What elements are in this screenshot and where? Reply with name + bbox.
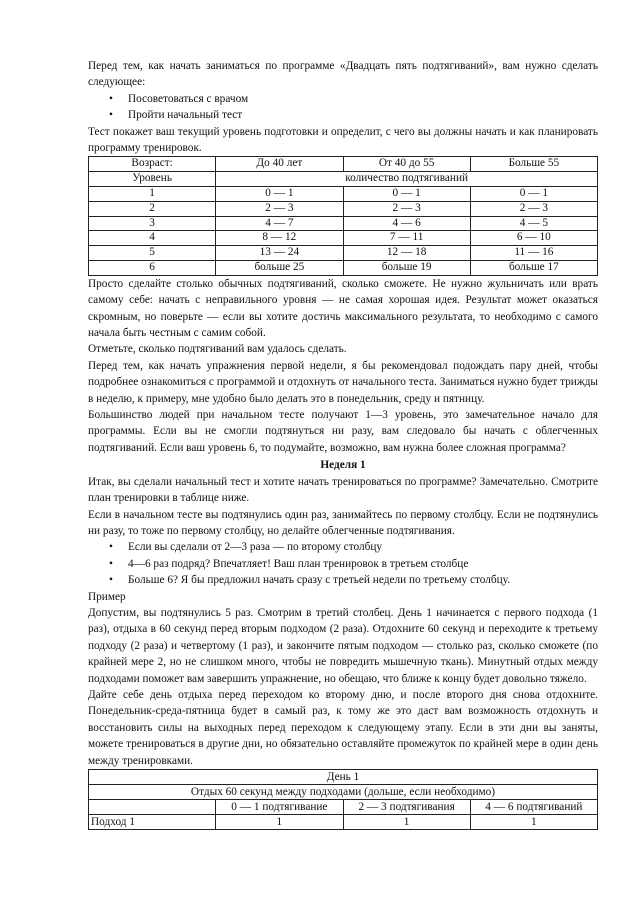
table-cell: 4 — 6 подтягиваний bbox=[470, 800, 597, 815]
table-cell: 12 — 18 bbox=[343, 246, 470, 261]
body-paragraph: Итак, вы сделали начальный тест и хотите начать тренироваться по программе? Замечательно. Смотрите план тренировки в таблице ниже. bbox=[88, 475, 598, 505]
table-cell: 4 — 5 bbox=[470, 216, 597, 231]
table-cell: 2 — 3 bbox=[343, 201, 470, 216]
table-row bbox=[89, 800, 598, 815]
table-cell: 13 — 24 bbox=[216, 246, 343, 261]
table-cell: 0 — 1 bbox=[343, 187, 470, 202]
body-paragraph: Допустим, вы подтянулись 5 раз. Смотрим в третий столбец. День 1 начинается с первого подхода (1 раз), отдыха в 60 секунд перед вторым подходом (2 раза). Отдохните 60 секунд и переходите к третьему подходу (2 раза) и четвертому (1 раз), и закончите пятым подходом — столько раз, сколько сможете (по крайней мере 2, но не слишком много, чтобы не повредить мышечную ткань). Минутный отдых между подходами поможет вам завершить упражнение, но обещаю, что ближе к концу будет довольно тяжело. bbox=[88, 606, 598, 685]
table-row bbox=[89, 216, 598, 231]
intro-list bbox=[88, 91, 598, 124]
table-cell: 11 — 16 bbox=[470, 246, 597, 261]
table-cell: количество подтягиваний bbox=[216, 172, 598, 187]
table-cell: 1 bbox=[89, 187, 216, 202]
table-row bbox=[89, 172, 598, 187]
table-cell: От 40 до 55 bbox=[343, 157, 470, 172]
day1-table bbox=[88, 769, 598, 830]
table-cell: Возраст: bbox=[89, 157, 216, 172]
table-cell: 6 bbox=[89, 261, 216, 276]
list-item: • Если вы сделали от 2—3 раза — по второму столбцу bbox=[128, 539, 598, 555]
table-cell: 0 — 1 bbox=[470, 187, 597, 202]
table-cell: 2 — 3 bbox=[470, 201, 597, 216]
table-row bbox=[89, 815, 598, 830]
table-cell: 1 bbox=[470, 815, 597, 830]
table-cell: 4 bbox=[89, 231, 216, 246]
table-cell: 6 — 10 bbox=[470, 231, 597, 246]
table-cell: До 40 лет bbox=[216, 157, 343, 172]
body-paragraph: Если в начальном тесте вы подтянулись один раз, занимайтесь по первому столбцу. Если не подтянулись ни разу, то тоже по первому столбцу, но делайте облегченные подтягивания. bbox=[88, 508, 598, 537]
table-cell bbox=[89, 800, 216, 815]
week1-list bbox=[88, 539, 598, 588]
table-row bbox=[89, 770, 598, 785]
table-cell: 0 — 1 bbox=[216, 187, 343, 202]
intro-paragraph: Перед тем, как начать заниматься по программе «Двадцать пять подтягиваний», вам нужно сделать следующее: bbox=[88, 60, 598, 89]
table-cell: 2 bbox=[89, 201, 216, 216]
table-cell: Отдых 60 секунд между подходами (дольше, если необходимо) bbox=[89, 785, 598, 800]
body-paragraph: Отметьте, сколько подтягиваний вам удалось сделать. bbox=[88, 343, 347, 356]
table-cell: 4 — 7 bbox=[216, 216, 343, 231]
table-cell: больше 17 bbox=[470, 261, 597, 276]
table-cell: больше 25 bbox=[216, 261, 343, 276]
table-row bbox=[89, 261, 598, 276]
table-cell: 5 bbox=[89, 246, 216, 261]
example-label: Пример bbox=[88, 590, 126, 603]
intro-after-paragraph: Тест покажет ваш текущий уровень подготовки и определит, с чего вы должны начать и как планировать программу тренировок. bbox=[88, 125, 598, 155]
section-heading: Неделя 1 bbox=[320, 459, 366, 472]
list-item: • 4—6 раз подряд? Впечатляет! Ваш план тренировок в третьем столбце bbox=[128, 556, 598, 572]
table-row bbox=[89, 187, 598, 202]
body-paragraph: Просто сделайте столько обычных подтягиваний, сколько сможете. Не нужно жульничать или врать самому себе: начать с неправильного уровня — не самая хорошая идея. Результат может оказаться скромным, но поверьте — если вы хотите достичь максимального результата, то необходимо с самого начала быть честным с самим собой. bbox=[88, 277, 598, 340]
table-cell: 2 — 3 подтягивания bbox=[343, 800, 470, 815]
table-cell: 0 — 1 подтягивание bbox=[216, 800, 343, 815]
document-page bbox=[88, 58, 598, 830]
table-row bbox=[89, 201, 598, 216]
table-row bbox=[89, 231, 598, 246]
table-cell: Подход 1 bbox=[89, 815, 216, 830]
table-cell: День 1 bbox=[89, 770, 598, 785]
body-paragraph: Дайте себе день отдыха перед переходом ко второму дню, и после второго дня снова отдохните. Понедельник-среда-пятница будет в самый раз, к тому же это даст вам возможность отдохнуть и восстановить силы на выходных перед переходом к следующему этапу. Если в эти дни вы заняты, можете тренироваться в другие дни, но обязательно оставляйте промежуток по крайней мере в один день между тренировками. bbox=[88, 688, 598, 767]
list-item: • Посоветоваться с врачом bbox=[128, 91, 598, 107]
table-cell: 8 — 12 bbox=[216, 231, 343, 246]
body-paragraph: Большинство людей при начальном тесте получают 1—3 уровень, это замечательное начало для программы. Если вы не смогли подтянуться ни разу, вам следовало бы начать с облегченных подтягиваний. Если ваш уровень 6, то подумайте, возможно, вам нужна более сложная программа? bbox=[88, 409, 598, 454]
table-cell: 2 — 3 bbox=[216, 201, 343, 216]
table-cell: Больше 55 bbox=[470, 157, 597, 172]
table-row bbox=[89, 785, 598, 800]
table-cell: Уровень bbox=[89, 172, 216, 187]
table-cell: 7 — 11 bbox=[343, 231, 470, 246]
levels-table bbox=[88, 156, 598, 275]
table-cell: 1 bbox=[216, 815, 343, 830]
table-row bbox=[89, 246, 598, 261]
list-item: • Пройти начальный тест bbox=[128, 107, 598, 123]
table-cell: 3 bbox=[89, 216, 216, 231]
list-item: • Больше 6? Я бы предложил начать сразу с третьей недели по третьему столбцу. bbox=[128, 572, 598, 588]
table-row bbox=[89, 157, 598, 172]
table-cell: больше 19 bbox=[343, 261, 470, 276]
table-cell: 4 — 6 bbox=[343, 216, 470, 231]
table-cell: 1 bbox=[343, 815, 470, 830]
body-paragraph: Перед тем, как начать упражнения первой недели, я бы рекомендовал подождать пару дней, чтобы подробнее ознакомиться с программой и отдохнуть от начального теста. Заниматься нужно будет трижды в неделю, к примеру, мне удобно было делать это в понедельник, среду и пятницу. bbox=[88, 359, 598, 405]
